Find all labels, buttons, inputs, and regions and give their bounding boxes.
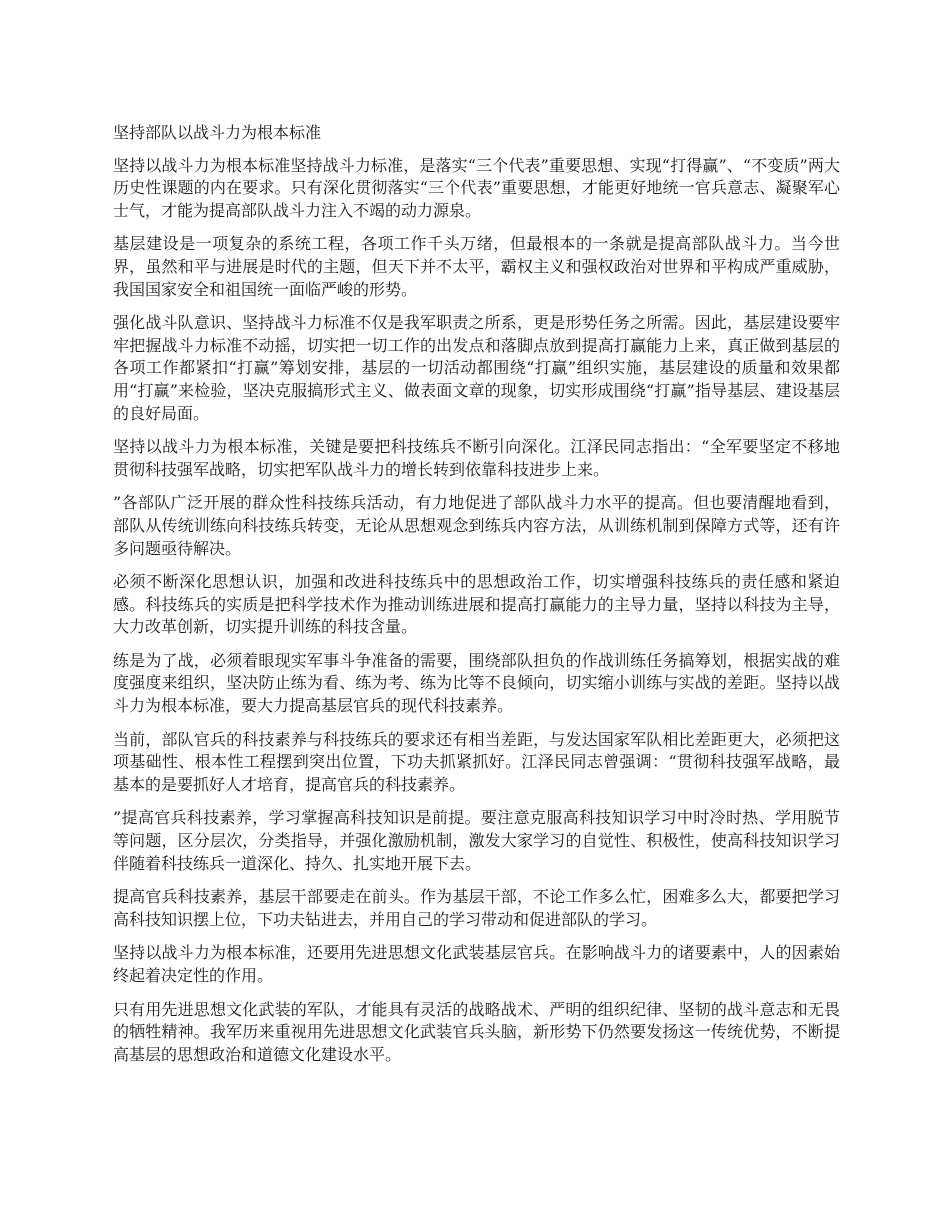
paragraph: 强化战斗队意识、坚持战斗力标准不仅是我军职责之所系，更是形势任务之所需。因此，基层建设要牢牢把握战斗力标准不动摇，切实把一切工作的出发点和落脚点放到提高打赢能力上来，真正做到基层的各项工作都紧扣“打赢”筹划安排，基层的一切活动都围绕“打赢”组织实施，基层建设的质量和效果都用“打赢”来检验，坚决克服搞形式主义、做表面文章的现象，切实形成围绕“打赢”指导基层、建设基层的良好局面。 [113, 313, 840, 423]
paragraph: ”提高官兵科技素养，学习掌握高科技知识是前提。要注意克服高科技知识学习中时冷时热、学用脱节等问题，区分层次，分类指导，并强化激励机制，激发大家学习的自觉性、积极性，使高科技知识学习伴随着科技练兵一道深化、持久、扎实地开展下去。 [113, 808, 840, 873]
paragraph: 基层建设是一项复杂的系统工程，各项工作千头万绪，但最根本的一条就是提高部队战斗力。当今世界，虽然和平与进展是时代的主题，但天下并不太平，霸权主义和强权政治对世界和平构成严重威胁，我国国家安全和祖国统一面临严峻的形势。 [113, 234, 840, 299]
paragraph: 提高官兵科技素养，基层干部要走在前头。作为基层干部，不论工作多么忙，困难多么大，都要把学习高科技知识摆上位，下功夫钻进去，并用自己的学习带动和促进部队的学习。 [113, 887, 840, 929]
paragraph: 必须不断深化思想认识，加强和改进科技练兵中的思想政治工作，切实增强科技练兵的责任感和紧迫感。科技练兵的实质是把科学技术作为推动训练进展和提高打赢能力的主导力量，坚持以科技为主导，大力改革创新，切实提升训练的科技含量。 [113, 572, 840, 637]
paragraph: 坚持以战斗力为根本标准，还要用先进思想文化武装基层官兵。在影响战斗力的诸要素中，人的因素始终起着决定性的作用。 [113, 943, 840, 985]
paragraph: 当前，部队官兵的科技素养与科技练兵的要求还有相当差距，与发达国家军队相比差距更大，必须把这项基础性、根本性工程摆到突出位置，下功夫抓紧抓好。江泽民同志曾强调：“贯彻科技强军战略，最基本的是要抓好人才培育，提高官兵的科技素养。 [113, 729, 840, 794]
document-title: 坚持部队以战斗力为根本标准 [113, 123, 322, 142]
document-page [113, 122, 840, 1077]
paragraph: 练是为了战，必须着眼现实军事斗争准备的需要，围绕部队担负的作战训练任务搞筹划，根据实战的难度强度来组织，坚决防止练为看、练为考、练为比等不良倾向，切实缩小训练与实战的差距。坚持以战斗力为根本标准，要大力提高基层官兵的现代科技素养。 [113, 650, 840, 716]
paragraph: 坚持以战斗力为根本标准坚持战斗力标准，是落实“三个代表”重要思想、实现“打得赢”、“不变质”两大历史性课题的内在要求。只有深化贯彻落实“三个代表”重要思想，才能更好地统一官兵意志、凝聚军心士气，才能为提高部队战斗力注入不竭的动力源泉。 [113, 155, 840, 220]
paragraph: 坚持以战斗力为根本标准，关键是要把科技练兵不断引向深化。江泽民同志指出：“全军要坚定不移地贯彻科技强军战略，切实把军队战斗力的增长转到依靠科技进步上来。 [113, 437, 840, 479]
paragraph: ”各部队广泛开展的群众性科技练兵活动，有力地促进了部队战斗力水平的提高。但也要清醒地看到，部队从传统训练向科技练兵转变，无论从思想观念到练兵内容方法，从训练机制到保障方式等，还有许多问题亟待解决。 [113, 493, 840, 558]
paragraph: 只有用先进思想文化武装的军队，才能具有灵活的战略战术、严明的组织纪律、坚韧的战斗意志和无畏的牺牲精神。我军历来重视用先进思想文化武装官兵头脑，新形势下仍然要发扬这一传统优势，不断提高基层的思想政治和道德文化建设水平。 [113, 999, 840, 1064]
